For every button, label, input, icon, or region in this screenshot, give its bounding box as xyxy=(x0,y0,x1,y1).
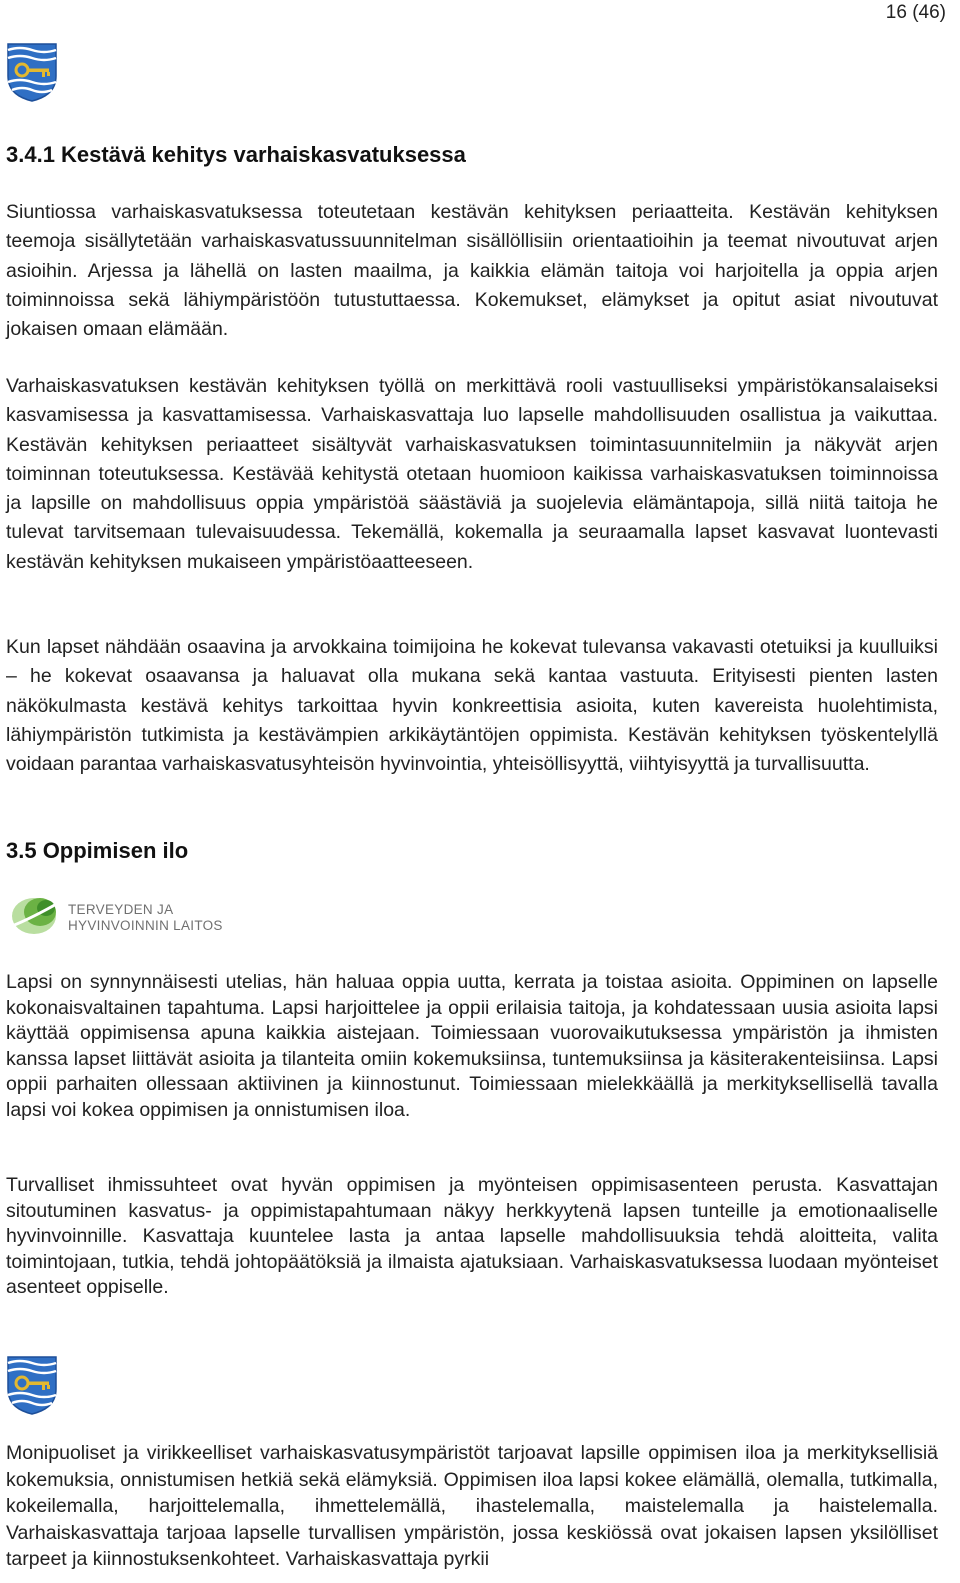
municipal-coat-of-arms-icon xyxy=(6,42,58,102)
paragraph: Monipuoliset ja virikkeelliset varhaiskasvatusympäristöt tarjoavat lapsille oppimisen iloa ja merkityksellisiä kokemuksia, onnistumisen hetkiä sekä elämyksiä. Oppimisen iloa lapsi kokee elämällä, olemalla, tutkimalla, kokeilemalla, harjoittelemalla, ihmettelemällä, ihastelemalla, maistelemalla ja haistelemalla. Varhaiskasvattaja tarjoaa lapselle turvallisen ympäristön, jossa keskiössä ovat jokaisen lapsen yksilölliset tarpeet ja kiinnostuksenkohteet. Varhaiskasvattaja pyrkii xyxy=(6,1442,938,1570)
thl-logo-line2: HYVINVOINNIN LAITOS xyxy=(68,918,223,933)
section-heading: 3.5 Oppimisen ilo xyxy=(6,838,189,863)
paragraph: Turvalliset ihmissuhteet ovat hyvän oppimisen ja myönteisen oppimisasenteen perusta. Kasvattajan sitoutuminen kasvatus- ja oppimistapahtumaan näkyy herkkyytenä lapsen tunteille ja emotionaaliselle hyvinvoinnille. Kasvattaja kuuntelee lasta ja antaa lapselle mahdollisuuksia tehdä aloitteita, valita toimintojaan, tutkia, tehdä johtopäätöksiä ja ilmaista ajatuksiaan. Varhaiskasvatuksessa luodaan myönteiset asenteet oppiselle. xyxy=(6,1174,938,1298)
thl-logo-icon xyxy=(12,898,60,934)
paragraph: Siuntiossa varhaiskasvatuksessa toteutetaan kestävän kehityksen periaatteita. Kestävän kehityksen teemoja sisällytetään varhaiskasvatussuunnitelman sisällöllisiin orientaatioihin ja teemat nivoutuvat arjen asioihin. Arjessa ja lähellä on lasten maailma, ja kaikkia elämän taitoja voi harjoitella ja oppia arjen toiminnoissa sekä lähiympäristöön tutustuttaessa. Kokemukset, elämykset ja opitut asiat nivoutuvat jokaisen omaan elämään. xyxy=(6,201,938,341)
section-heading: 3.4.1 Kestävä kehitys varhaiskasvatuksessa xyxy=(6,142,466,167)
paragraph: Varhaiskasvatuksen kestävän kehityksen työllä on merkittävä rooli vastuulliseksi ympäristökansalaiseksi kasvamisessa ja kasvattamisessa. Varhaiskasvattaja luo lapselle mahdollisuuden osallistua ja vaikuttaa. Kestävän kehityksen periaatteet sisältyvät varhaiskasvatuksen toimintasuunnitelmiin ja näkyvät arjen toiminnan toteutuksessa. Kestävää kehitystä otetaan huomioon kaikissa varhaiskasvatuksen toiminnoissa ja lapsille on mahdollisuus oppia ympäristöä säästäviä ja suojelevia elämäntapoja, sillä niitä taitoja he tulevat tarvitsemaan tulevaisuudessa. Tekemällä, kokemalla ja seuraamalla lapset kasvavat luontevasti kestävän kehityksen mukaiseen ympäristöaatteeseen. xyxy=(6,375,938,573)
thl-logo xyxy=(6,892,246,942)
page-number: 16 (46) xyxy=(885,2,946,23)
paragraph: Lapsi on synnynnäisesti utelias, hän haluaa oppia uutta, kerrata ja toistaa asioita. Oppiminen on lapselle kokonaisvaltainen tapahtuma. Lapsi harjoittelee ja oppii erilaisia taitoja, ja kohdatessaan uusia asioita lapsi käyttää oppimisensa apuna kaikkia aistejaan. Toimiessaan vuorovaikutuksessa ympäristön ja ihmisten kanssa lapset liittävät asioita ja tilanteita omiin kokemuksiinsa, tuntemuksiinsa ja käsiterakenteisiinsa. Lapsi oppii parhaiten ollessaan aktiivinen ja kiinnostunut. Toimiessaan mielekkäällä ja merkityksellisellä tavalla lapsi voi kokea oppimisen ja onnistumisen iloa. xyxy=(6,971,938,1121)
municipal-coat-of-arms-icon xyxy=(6,1355,58,1415)
paragraph: Kun lapset nähdään osaavina ja arvokkaina toimijoina he kokevat tulevansa vakavasti otetuiksi ja kuulluiksi – he kokevat osaavansa ja haluavat olla mukana sekä kantaa vastuuta. Erityisesti pienten lasten näkökulmasta kestävä kehitys tarkoittaa hyvin konkreettisia asioita, kuten kavereista huolehtimista, lähiympäristön tutkimista ja kestävämpien arkikäytäntöjen oppimista. Kestävän kehityksen työskentelyllä voidaan parantaa varhaiskasvatusyhteisön hyvinvointia, yhteisöllisyyttä, viihtyisyyttä ja turvallisuutta. xyxy=(6,636,938,776)
thl-logo-line1: TERVEYDEN JA xyxy=(68,902,174,917)
